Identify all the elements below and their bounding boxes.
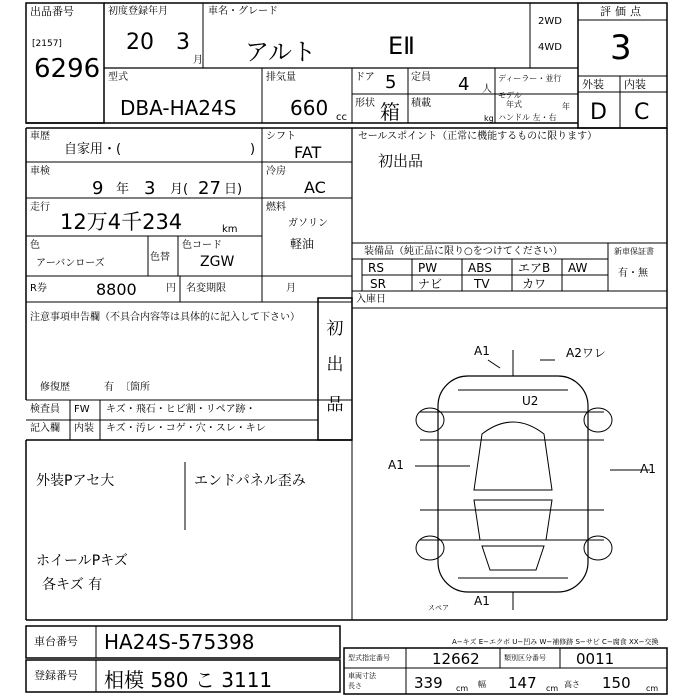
- color-code: ZGW: [200, 254, 235, 270]
- disp-unit: cc: [336, 112, 347, 123]
- mark-a2-front: A2ワレ: [566, 346, 606, 360]
- recycle-value: 8800: [96, 280, 137, 299]
- history-value: 自家用・(: [64, 142, 122, 157]
- shift-value: FAT: [294, 143, 322, 162]
- history-close: ): [250, 142, 256, 157]
- ac-label: 冷房: [266, 166, 286, 177]
- equipment-label: 装備品（純正品に限り○をつけてください）: [364, 246, 563, 257]
- lot-label: 出品番号: [30, 5, 74, 18]
- repair-label: 修復歴: [40, 382, 70, 393]
- cm-2: cm: [546, 684, 559, 693]
- sales-text: 初出品: [378, 152, 424, 170]
- first-listing-3: 品: [326, 395, 344, 415]
- name-change-label: 名変期限: [186, 283, 226, 294]
- drive-2wd: 2WD: [538, 16, 562, 27]
- equipment-item: カワ: [522, 277, 547, 291]
- equipment-item: SR: [370, 277, 386, 291]
- repair-unit: 〔箇所: [120, 382, 150, 393]
- month-unit: 月: [193, 55, 203, 66]
- door-value: 5: [385, 72, 397, 93]
- plate-label: 登録番号: [34, 669, 78, 682]
- handle-label: ハンドル 左・右: [498, 113, 557, 122]
- size-label-2: 長さ: [348, 682, 362, 690]
- inspector-fw: FW: [74, 404, 90, 415]
- inspector-ext-items: キズ・飛石・ヒビ割・リペア跡・: [106, 404, 256, 415]
- chassis-label: 車台番号: [34, 635, 78, 648]
- reg-label: 初度登録年月: [108, 6, 168, 17]
- mark-u2: U2: [522, 394, 539, 408]
- type-value: 12662: [432, 650, 480, 668]
- year-label: 年式: [506, 100, 522, 109]
- sales-label: セールスポイント（正常に機能するものに限ります）: [358, 131, 598, 142]
- cm-1: cm: [456, 684, 469, 693]
- model-value: DBA-HA24S: [120, 96, 237, 120]
- recycle-label: R券: [30, 283, 47, 294]
- inspector-interior-label: 内装: [74, 423, 94, 434]
- equipment-item: TV: [474, 277, 490, 291]
- inspector-label-1: 検査員: [30, 404, 60, 415]
- width-value: 147: [508, 674, 537, 692]
- door-label: ドア: [355, 72, 375, 83]
- model-label: 型式: [108, 72, 128, 83]
- recycle-unit: 円: [166, 283, 176, 294]
- car-diagram: [415, 350, 650, 610]
- load-unit: kg: [484, 114, 494, 123]
- color-label: 色: [30, 240, 40, 251]
- new-car-value: 有・無: [618, 268, 648, 279]
- remark-engine: エンドパネル歪み: [194, 473, 306, 489]
- equipment-item: ABS: [468, 261, 492, 275]
- mark-a1-left: A1: [388, 458, 404, 472]
- fuel-gas: ガソリン: [288, 218, 328, 229]
- remark-ext: 外装Pアセ大: [36, 473, 115, 489]
- mark-a1-rear: A1: [474, 594, 490, 608]
- int-label: 内装: [624, 78, 646, 91]
- mileage-label: 走行: [30, 202, 50, 213]
- car-grade: EⅡ: [388, 32, 415, 60]
- inspection-label: 車検: [30, 166, 50, 177]
- inspector-label-2: 記入欄: [30, 423, 60, 434]
- shape-value: 箱: [380, 100, 400, 124]
- inspector-int-items: キズ・汚レ・コゲ・穴・スレ・キレ: [106, 423, 266, 434]
- disp-label: 排気量: [266, 72, 296, 83]
- reg-year: 20: [126, 30, 154, 55]
- mileage-value: 12万4千234: [60, 210, 183, 234]
- damage-legend: A−キズ E−エクボ U−凹み W−補修跡 S−サビ C−腐食 XX−交換: [452, 638, 659, 646]
- type-label: 型式指定番号: [348, 654, 390, 662]
- ext-label: 外装: [582, 78, 604, 91]
- history-label: 車歴: [30, 131, 50, 142]
- mileage-unit: km: [222, 224, 238, 235]
- year-unit: 年: [562, 102, 570, 111]
- inspection-month: 3: [144, 178, 156, 199]
- cm-3: cm: [646, 684, 659, 693]
- length-value: 339: [414, 674, 443, 692]
- shape-label: 形状: [355, 98, 375, 109]
- car-name: アルト: [245, 38, 317, 66]
- equipment-item: RS: [368, 261, 384, 275]
- ac-value: AC: [304, 178, 326, 197]
- class-value: 0011: [576, 650, 615, 668]
- chassis-value: HA24S-575398: [104, 630, 255, 654]
- cap-value: 4: [458, 74, 470, 95]
- fuel-diesel: 軽油: [290, 237, 315, 251]
- lot-sub: [2157]: [32, 39, 62, 49]
- size-label-1: 車両寸法: [348, 672, 376, 680]
- dealer-label: ディーラー・並行: [498, 74, 562, 83]
- height-value: 150: [602, 674, 631, 692]
- new-car-label: 新車保証書: [614, 247, 654, 256]
- inspection-m: 月(: [170, 182, 189, 197]
- arrival-label: 入庫日: [356, 294, 386, 305]
- height-label: 高さ: [564, 680, 580, 689]
- disp-value: 660: [290, 96, 329, 120]
- load-label: 積載: [411, 98, 431, 109]
- inspection-day: 27: [198, 178, 221, 199]
- notes-label: 注意事項申告欄（不具合内容等は具体的に記入して下さい）: [30, 312, 300, 323]
- remark-each: 各キズ 有: [42, 577, 103, 593]
- class-label: 類別区分番号: [504, 654, 546, 662]
- car-label: 車名・グレード: [208, 6, 278, 17]
- equipment-item: PW: [418, 261, 438, 275]
- score-value: 3: [610, 28, 632, 68]
- reg-month: 3: [176, 30, 190, 55]
- shift-label: シフト: [266, 131, 296, 142]
- mark-a1-front: A1: [474, 344, 490, 358]
- inspection-year: 9: [92, 178, 104, 199]
- lot-number: 6296: [34, 54, 101, 84]
- cap-label: 定員: [411, 72, 431, 83]
- name-change-month: 月: [286, 283, 296, 294]
- spare-label: スペア: [428, 604, 449, 612]
- color-code-label: 色コード: [182, 240, 222, 251]
- equipment-item: ナビ: [418, 277, 443, 291]
- mark-a1-right: A1: [640, 462, 656, 476]
- inspection-y: 年: [116, 182, 130, 197]
- cap-unit: 人: [482, 84, 492, 95]
- first-listing-1: 初: [326, 319, 344, 339]
- int-grade: C: [634, 100, 650, 125]
- score-label: 評価点: [600, 5, 645, 18]
- remark-wheel: ホイールPキズ: [36, 553, 128, 569]
- ext-grade: D: [590, 100, 607, 125]
- fuel-label: 燃料: [266, 202, 286, 213]
- equipment-item: エアB: [518, 261, 551, 275]
- equipment-item: AW: [568, 261, 588, 275]
- model-year-label: モデル: [498, 91, 522, 100]
- drive-4wd: 4WD: [538, 42, 562, 53]
- repair-value: 有: [104, 382, 114, 393]
- color-change-label: 色替: [150, 252, 170, 263]
- color-value: アーバンローズ: [36, 258, 105, 269]
- plate-value: 相模 580 こ 3111: [104, 668, 273, 692]
- width-label: 幅: [478, 680, 486, 689]
- first-listing-2: 出: [326, 355, 344, 375]
- inspection-d: 日): [224, 182, 243, 197]
